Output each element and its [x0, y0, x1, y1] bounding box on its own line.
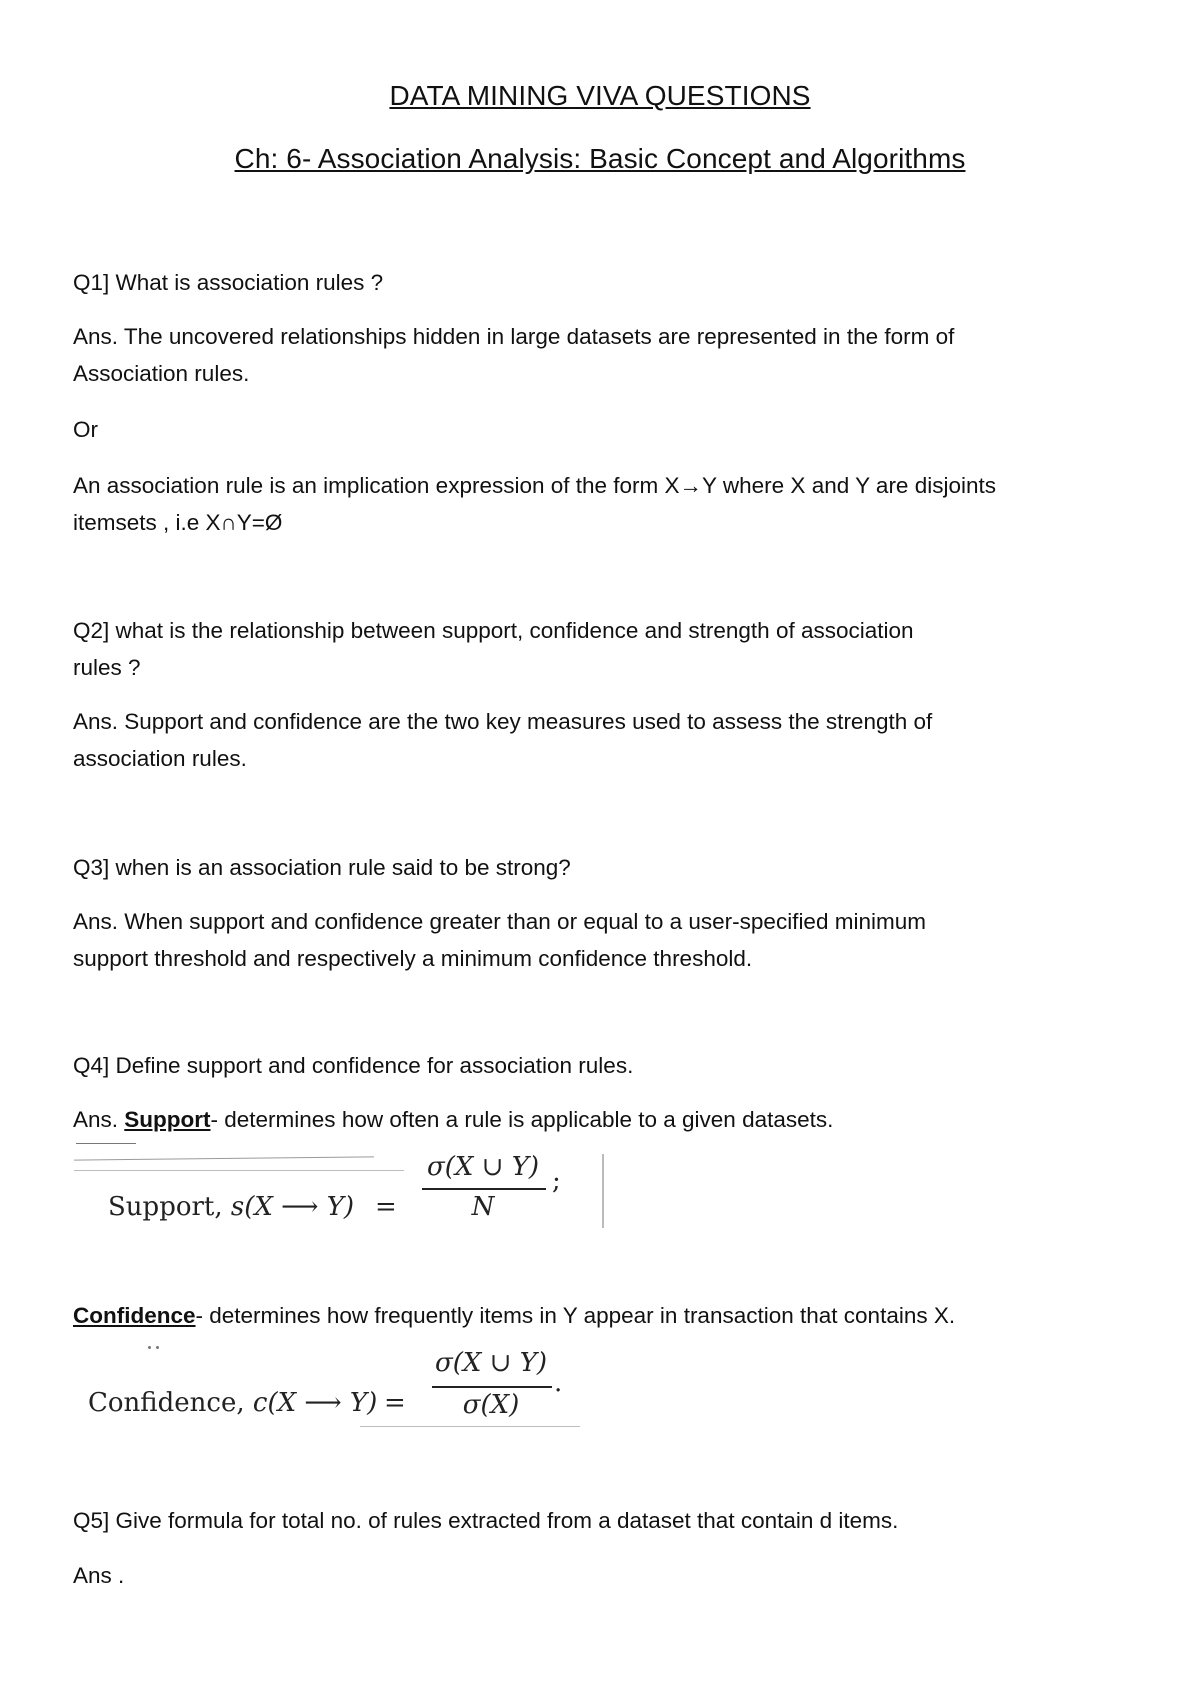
confidence-formula	[70, 1340, 600, 1440]
q4-support-definition	[73, 1101, 1133, 1138]
q2-answer-line-2: association rules.	[73, 746, 247, 771]
q2-answer-line-1: Ans. Support and confidence are the two key measures used to assess the strength of	[73, 709, 933, 734]
support-definition-text: - determines how often a rule is applicable to a given datasets.	[210, 1107, 834, 1132]
confidence-formula-lhs: c(X ⟶ Y)	[252, 1388, 378, 1418]
q1-alt-answer-line-2: itemsets , i.e X∩Y=Ø	[73, 510, 283, 535]
document-title: DATA MINING VIVA QUESTIONS	[389, 80, 811, 111]
support-formula-fraction-bar	[422, 1188, 546, 1190]
support-formula-numerator: σ(X ∪ Y)	[426, 1152, 540, 1182]
q2-question-line-1: Q2] what is the relationship between support, confidence and strength of association	[73, 618, 914, 643]
scan-mark	[602, 1154, 604, 1228]
support-formula-equals: =	[375, 1192, 397, 1222]
confidence-formula-numerator: σ(X ∪ Y)	[434, 1348, 548, 1378]
q4-confidence-definition	[73, 1297, 1133, 1334]
q3-question: Q3] when is an association rule said to be strong?	[73, 855, 571, 880]
support-formula-denominator: N	[471, 1192, 495, 1222]
q5-question: Q5] Give formula for total no. of rules extracted from a dataset that contain d items.	[73, 1508, 899, 1533]
q1-question: Q1] What is association rules ?	[73, 270, 384, 295]
support-formula-semicolon: ;	[552, 1166, 561, 1196]
scan-rule	[76, 1143, 136, 1144]
chapter-title: Ch: 6- Association Analysis: Basic Concept and Algorithms	[234, 143, 966, 174]
confidence-formula-period: .	[554, 1368, 563, 1398]
scan-dot	[156, 1346, 159, 1349]
scan-rule	[360, 1426, 580, 1427]
q3-answer-line-2: support threshold and respectively a minimum confidence threshold.	[73, 946, 753, 971]
support-formula	[70, 1140, 610, 1240]
q3-answer-line-1: Ans. When support and confidence greater than or equal to a user-specified minimum	[73, 909, 926, 934]
confidence-term: Confidence	[73, 1303, 196, 1328]
scan-rule	[74, 1156, 374, 1160]
confidence-formula-equals: =	[384, 1388, 406, 1418]
q1-alt-answer-line-1: An association rule is an implication expression of the form X→Y where X and Y are disjoints	[73, 473, 996, 498]
support-formula-label	[108, 1192, 354, 1222]
support-label-text: Support,	[108, 1192, 231, 1222]
scan-dot	[148, 1346, 151, 1349]
ans-prefix: Ans.	[73, 1107, 125, 1132]
q1-or: Or	[73, 417, 98, 442]
q2-question-line-2: rules ?	[73, 655, 141, 680]
confidence-definition-text: - determines how frequently items in Y appear in transaction that contains X.	[195, 1303, 956, 1328]
scan-rule	[74, 1170, 404, 1171]
q1-answer-line-1: Ans. The uncovered relationships hidden in large datasets are represented in the form of	[73, 324, 955, 349]
q1-answer-line-2: Association rules.	[73, 361, 250, 386]
support-formula-lhs: s(X ⟶ Y)	[230, 1192, 355, 1222]
support-term: Support	[124, 1107, 211, 1132]
confidence-formula-denominator: σ(X)	[462, 1390, 520, 1420]
q4-question: Q4] Define support and confidence for association rules.	[73, 1053, 634, 1078]
confidence-formula-label	[88, 1388, 377, 1418]
q5-answer: Ans .	[73, 1563, 125, 1588]
confidence-label-text: Confidence,	[88, 1388, 253, 1418]
confidence-formula-fraction-bar	[432, 1386, 552, 1388]
